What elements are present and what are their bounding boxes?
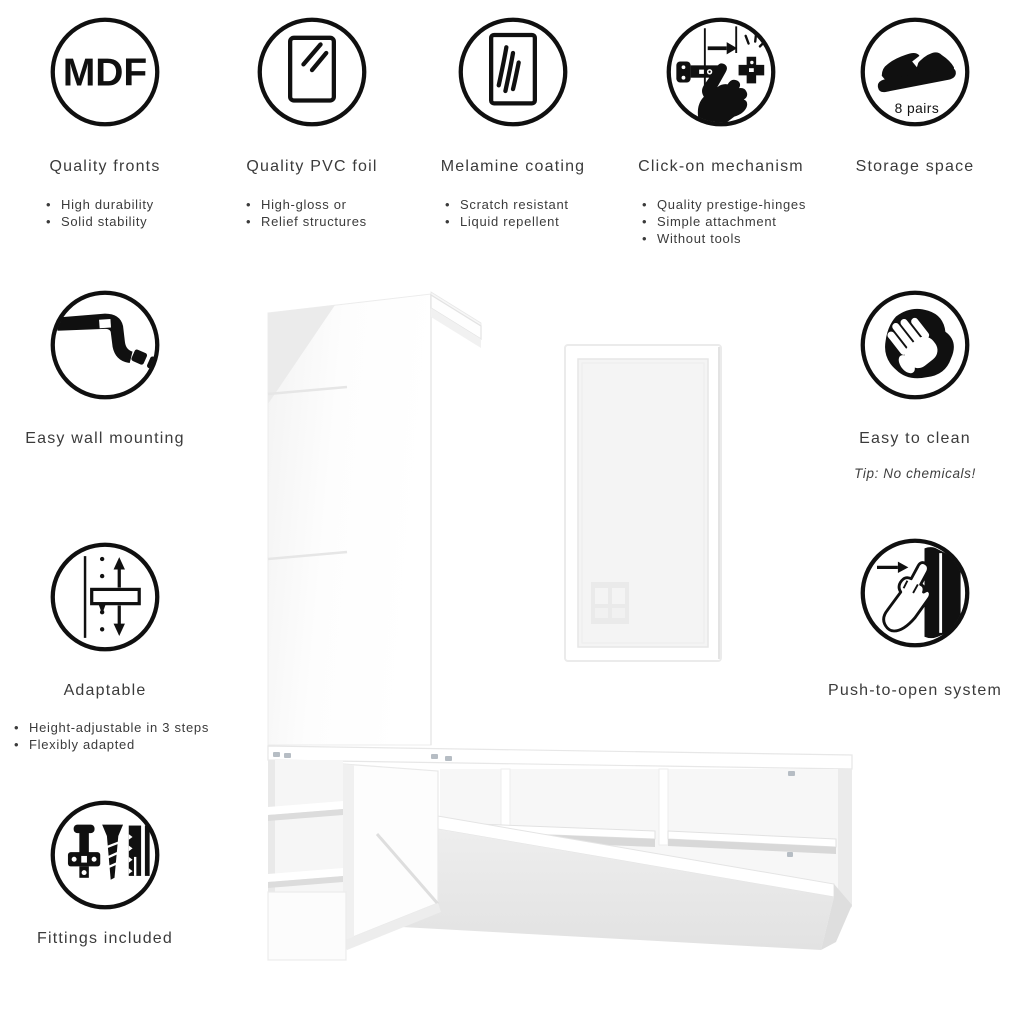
feature-bullets: • High durability • Solid stability <box>46 196 154 230</box>
feature-title: Quality PVC foil <box>246 158 378 175</box>
shoe-icon <box>858 15 972 129</box>
feature-bullets: • Scratch resistant • Liquid repellent <box>445 196 569 230</box>
feature-title: Storage space <box>855 158 975 175</box>
mdf-icon <box>48 15 162 129</box>
left-compartments <box>268 760 346 960</box>
scratch-icon <box>456 15 570 129</box>
hinge-hand-icon <box>664 15 778 129</box>
wall-mirror <box>565 345 721 661</box>
feature-title: Easy to clean <box>859 430 971 447</box>
wipe-hand-icon <box>858 288 972 402</box>
feature-tip: Tip: No chemicals! <box>854 466 976 481</box>
shoe-pairs-label: 8 pairs <box>894 100 940 116</box>
feature-title: Click-on mechanism <box>638 158 804 175</box>
shoe-bench <box>268 746 852 960</box>
feature-bullets: • High-gloss or • Relief structures <box>246 196 367 230</box>
feature-title: Quality fronts <box>49 158 161 175</box>
feature-title: Fittings included <box>36 930 174 947</box>
hat-shelf <box>431 292 481 348</box>
feature-title: Melamine coating <box>440 158 586 175</box>
mirror-reflection <box>591 582 629 624</box>
wall-mount-icon <box>48 288 162 402</box>
feature-bullets: • Height-adjustable in 3 steps • Flexibly adapted <box>14 719 209 753</box>
mdf-label: MDF <box>62 51 148 95</box>
feature-title: Easy wall mounting <box>25 430 185 447</box>
push-open-icon <box>858 536 972 650</box>
feature-title: Adaptable <box>63 682 147 699</box>
tall-panel <box>268 294 431 745</box>
mirror-foil-icon <box>255 15 369 129</box>
feature-bullets: • Quality prestige-hinges • Simple attachment • Without tools <box>642 196 806 247</box>
product-photo <box>255 282 855 972</box>
shelf-adjust-icon <box>48 540 162 654</box>
fittings-icon <box>48 798 162 912</box>
feature-title: Push-to-open system <box>828 682 1002 699</box>
